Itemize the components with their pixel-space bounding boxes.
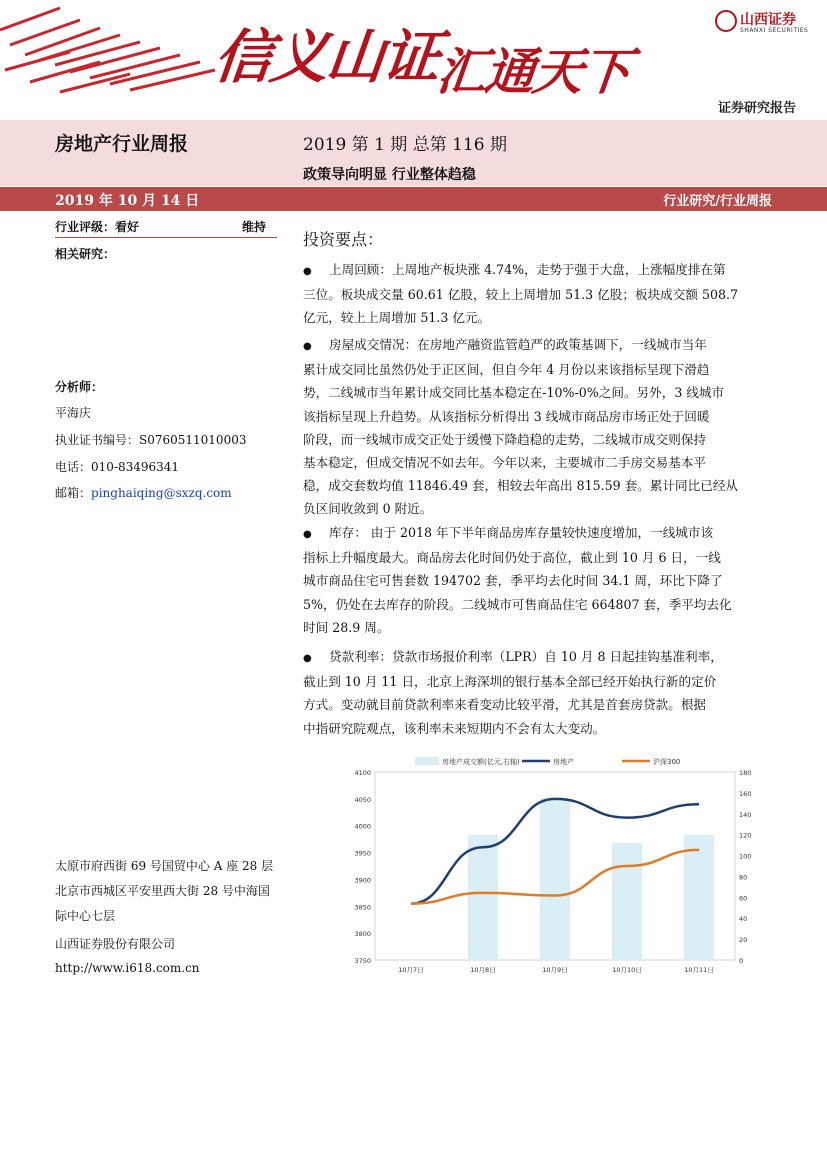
paragraph-line — [303, 670, 773, 693]
x-axis-tick: 10月7日 — [398, 966, 424, 974]
left-axis-tick: 3800 — [354, 930, 371, 939]
left-axis-tick: 4100 — [354, 769, 371, 777]
paragraph-text: 势，二线城市当年累计成交同比基本稳定在-10%-0%之间。另外，3 线城市 — [303, 385, 725, 401]
paragraph-line — [303, 306, 773, 329]
paragraph-line — [303, 428, 773, 451]
right-axis-tick: 80 — [739, 873, 748, 882]
paragraph-text: 累计成交同比虽然仍处于正区间，但自今年 4 月份以来该指标呈现下滑趋 — [303, 362, 710, 378]
paragraph-text: 城市商品住宅可售套数 194702 套，季平均去化时间 34.1 周，环比下降了 — [303, 573, 723, 589]
bar-turnover — [540, 798, 570, 960]
paragraph-weekly-review — [303, 258, 773, 330]
bar-turnover — [684, 835, 714, 960]
x-axis-tick: 10月10日 — [612, 966, 642, 974]
report-title: 房地产行业周报 — [55, 133, 189, 155]
paragraph-text: 房屋成交情况：在房地产融资监管趋严的政策基调下，一线城市当年 — [329, 337, 707, 352]
right-axis-tick: 40 — [739, 915, 748, 924]
legend-label: 房地产成交额(亿元,右轴) — [442, 758, 520, 766]
divider — [55, 237, 277, 238]
paragraph-text: 库存： 由于 2018 年下半年商品房库存量较快速度增加，一线城市该 — [329, 525, 714, 540]
paragraph-text: 贷款利率：贷款市场报价利率（LPR）自 10 月 8 日起挂钩基准利率， — [329, 649, 723, 664]
right-axis-tick: 100 — [739, 852, 752, 861]
paragraph-text: 阶段，而一线城市成交正处于缓慢下降趋稳的走势，二线城市成交则保持 — [303, 431, 706, 447]
paragraph-text: 上周回顾：上周地产板块涨 4.74%，走势于强于大盘，上涨幅度排在第 — [329, 262, 726, 277]
paragraph-text: 该指标呈现上升趋势。从该指标分析得出 3 线城市商品房市场正处于回暖 — [303, 408, 710, 424]
company-logo-english: SHANXI SECURITIES — [740, 27, 809, 34]
left-axis-tick: 3950 — [354, 849, 371, 858]
x-axis-tick: 10月8日 — [470, 966, 496, 974]
related-research-label: 相关研究： — [55, 247, 116, 261]
paragraph-line — [303, 593, 773, 616]
paragraph-text: 基本稳定，但成交情况不如去年。今年以来，主要城市二手房交易基本平 — [303, 455, 706, 471]
report-subtitle: 政策导向明显 行业整体趋稳 — [303, 167, 476, 183]
paragraph-loan-rates — [303, 645, 773, 740]
paragraph-line — [303, 569, 773, 592]
paragraph-line — [303, 451, 773, 474]
paragraph-text: 指标上升幅度最大。商品房去化时间仍处于高位，截止到 10 月 6 日，一线 — [303, 550, 721, 566]
analyst-label: 分析师： — [55, 380, 104, 394]
email-label: 邮箱： — [55, 486, 92, 500]
certificate-number: 执业证书编号：S0760511010003 — [55, 433, 247, 447]
paragraph-line — [303, 405, 773, 428]
phone: 电话：010-83496341 — [55, 460, 180, 474]
paragraph-line — [303, 717, 773, 740]
bullet-icon: ● — [303, 341, 312, 352]
left-axis-tick: 3850 — [354, 903, 371, 912]
right-axis-tick: 160 — [739, 789, 752, 798]
bar-turnover — [612, 843, 642, 960]
email-row — [55, 484, 232, 501]
issue-number: 2019 第 1 期 总第 116 期 — [303, 135, 507, 155]
address-beijing-line2: 际中心七层 — [55, 909, 116, 923]
right-axis-tick: 140 — [739, 810, 752, 819]
report-type: 证券研究报告 — [718, 101, 797, 116]
paragraph-text: 方式。变动就目前贷款利率来看变动比较平滑，尤其是首套房贷款。根据 — [303, 697, 706, 713]
paragraph-text: 三位。板块成交量 60.61 亿股，较上上周增加 51.3 亿股；板块成交额 508.7 — [303, 287, 739, 303]
address-beijing-line1: 北京市西城区平安里西大街 28 号中海国 — [55, 884, 270, 898]
paragraph-line — [303, 283, 773, 306]
investment-points-heading: 投资要点： — [303, 230, 384, 249]
paragraph-line — [303, 645, 773, 670]
report-date: 2019 年 10 月 14 日 — [55, 193, 200, 209]
rating-label: 行业评级：看好 — [55, 220, 140, 234]
paragraph-housing-transactions — [303, 333, 773, 521]
website-link[interactable]: http://www.i618.com.cn — [55, 961, 200, 975]
company-name: 山西证券股份有限公司 — [55, 937, 176, 951]
rating-action: 维持 — [242, 220, 267, 234]
paragraph-line — [303, 474, 773, 497]
bullet-icon: ● — [303, 529, 312, 540]
right-axis-tick: 180 — [739, 769, 752, 777]
paragraph-text: 截止到 10 月 11 日，北京上海深圳的银行基本全部已经开始执行新的定价 — [303, 674, 717, 690]
paragraph-text: 5%，仍处在去库存的阶段。二线城市可售商品住宅 664807 套，季平均去化 — [303, 596, 732, 612]
left-axis-tick: 4000 — [354, 822, 371, 831]
paragraph-line — [303, 546, 773, 569]
x-axis-tick: 10月9日 — [542, 966, 568, 974]
report-category: 行业研究/行业周报 — [663, 194, 772, 209]
left-axis-tick: 3750 — [354, 957, 371, 965]
paragraph-text: 时间 28.9 周。 — [303, 619, 390, 635]
chart — [340, 750, 785, 980]
bullet-icon: ● — [303, 266, 312, 277]
slogan — [210, 10, 636, 101]
x-axis-tick: 10月11日 — [684, 966, 714, 974]
legend-swatch-bar — [415, 757, 439, 765]
email-link[interactable]: pinghaiqing@sxzq.com — [91, 486, 232, 500]
paragraph-line — [303, 358, 773, 381]
paragraph-text: 稳，成交套数均值 11846.49 套，相较去年高出 815.59 套。累计同比已经从 — [303, 478, 739, 494]
legend-label: 房地产 — [553, 758, 574, 766]
slogan-part1: 信义山证 — [210, 23, 443, 91]
right-axis-tick: 20 — [739, 936, 748, 945]
bullet-icon: ● — [303, 653, 312, 664]
paragraph-text: 亿元，较上上周增加 51.3 亿元。 — [303, 310, 491, 326]
right-axis-tick: 60 — [739, 894, 748, 903]
right-axis-tick: 0 — [739, 957, 744, 965]
left-axis-tick: 4050 — [354, 795, 371, 804]
paragraph-line — [303, 616, 773, 639]
paragraph-text: 负区间收敛到 0 附近。 — [303, 501, 433, 517]
paragraph-inventory — [303, 521, 773, 639]
company-logo-text: 山西证券 — [740, 12, 796, 28]
slogan-part2: 汇通天下 — [433, 43, 632, 101]
legend-label: 沪深300 — [653, 758, 681, 766]
analyst-name: 平海庆 — [55, 406, 92, 420]
paragraph-line — [303, 333, 773, 358]
bar-turnover — [468, 835, 498, 960]
paragraph-line — [303, 381, 773, 404]
right-axis-tick: 120 — [739, 831, 752, 840]
paragraph-line — [303, 497, 773, 520]
left-axis-tick: 3900 — [354, 876, 371, 885]
paragraph-text: 中指研究院观点，该利率未来短期内不会有太大变动。 — [303, 720, 606, 736]
company-logo-icon — [715, 10, 737, 32]
paragraph-line — [303, 258, 773, 283]
paragraph-line — [303, 521, 773, 546]
address-taiyuan: 太原市府西街 69 号国贸中心 A 座 28 层 — [55, 859, 274, 873]
paragraph-line — [303, 693, 773, 716]
